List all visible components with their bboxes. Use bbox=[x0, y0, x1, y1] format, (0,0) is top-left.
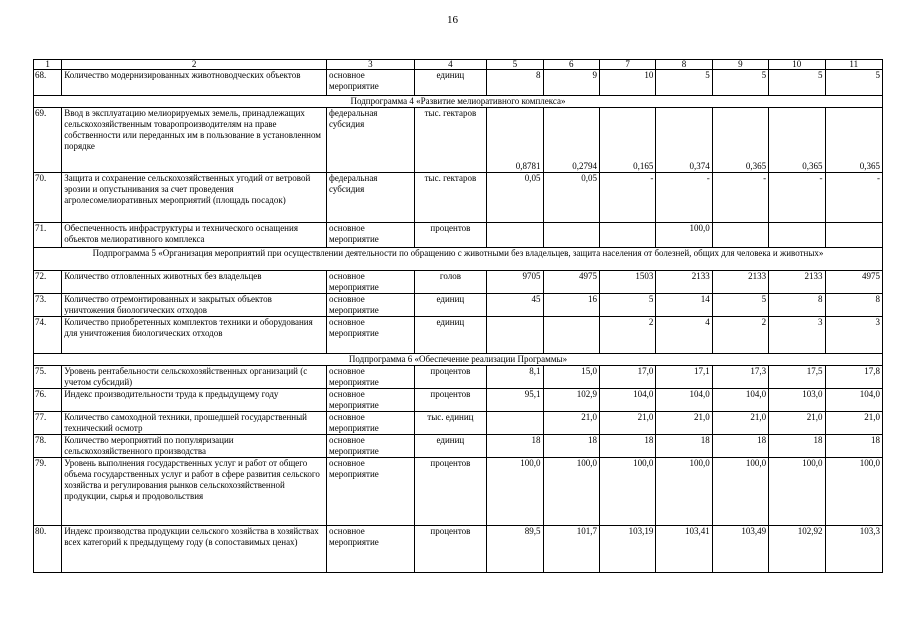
unit: единиц bbox=[414, 317, 487, 354]
value-cell: 4975 bbox=[543, 271, 599, 294]
table-body bbox=[34, 60, 883, 573]
value-cell: 0,05 bbox=[487, 173, 543, 223]
value-cell: 18 bbox=[599, 435, 655, 458]
unit: единиц bbox=[414, 294, 487, 317]
table-row bbox=[34, 271, 883, 294]
unit: процентов bbox=[414, 526, 487, 573]
funding-source: основное мероприятие bbox=[327, 294, 415, 317]
row-number: 75. bbox=[34, 366, 62, 389]
value-cell: 104,0 bbox=[599, 389, 655, 412]
value-cell: 17,3 bbox=[712, 366, 768, 389]
value-cell: 5 bbox=[656, 70, 712, 96]
value-cell: 103,0 bbox=[769, 389, 825, 412]
value-cell: 5 bbox=[712, 70, 768, 96]
subprogram-title: Подпрограмма 6 «Обеспечение реализации Программы» bbox=[34, 354, 883, 366]
value-cell: 18 bbox=[712, 435, 768, 458]
indicator-name: Ввод в эксплуатацию мелиорируемых земель, принадлежащих сельскохозяйственным товаропроизводителям на праве собственности или переданных им в пользование в установленном порядке bbox=[62, 108, 327, 173]
funding-source: основное мероприятие bbox=[327, 317, 415, 354]
unit: процентов bbox=[414, 389, 487, 412]
value-cell: 5 bbox=[712, 294, 768, 317]
value-cell bbox=[712, 223, 768, 248]
value-cell: 0,365 bbox=[712, 108, 768, 173]
value-cell: 21,0 bbox=[543, 412, 599, 435]
indicator-name: Обеспеченность инфраструктуры и технического оснащения объектов мелиоративного комплекса bbox=[62, 223, 327, 248]
funding-source: основное мероприятие bbox=[327, 435, 415, 458]
table-row bbox=[34, 435, 883, 458]
value-cell: 21,0 bbox=[656, 412, 712, 435]
value-cell: 104,0 bbox=[825, 389, 883, 412]
row-number: 72. bbox=[34, 271, 62, 294]
value-cell: 16 bbox=[543, 294, 599, 317]
value-cell bbox=[487, 223, 543, 248]
unit: процентов bbox=[414, 366, 487, 389]
unit: тыс. гектаров bbox=[414, 108, 487, 173]
indicator-name: Индекс производительности труда к предыдущему году bbox=[62, 389, 327, 412]
subprogram-title: Подпрограмма 5 «Организация мероприятий при осуществлении деятельности по обращению с животными без владельцев, защита населения от болезней, общих для человека и животных» bbox=[34, 248, 883, 271]
subprogram-title: Подпрограмма 4 «Развитие мелиоративного комплекса» bbox=[34, 96, 883, 108]
indicator-name: Количество отремонтированных и закрытых объектов уничтожения биологических отходов bbox=[62, 294, 327, 317]
table-row bbox=[34, 223, 883, 248]
funding-source: основное мероприятие bbox=[327, 366, 415, 389]
value-cell: - bbox=[712, 173, 768, 223]
value-cell: 18 bbox=[825, 435, 883, 458]
value-cell: 100,0 bbox=[543, 458, 599, 526]
value-cell: 14 bbox=[656, 294, 712, 317]
subprogram-row bbox=[34, 354, 883, 366]
value-cell: 45 bbox=[487, 294, 543, 317]
value-cell: 0,165 bbox=[599, 108, 655, 173]
value-cell: 1503 bbox=[599, 271, 655, 294]
value-cell: 3 bbox=[769, 317, 825, 354]
value-cell: 100,0 bbox=[825, 458, 883, 526]
indicator-name: Количество приобретенных комплектов техники и оборудования для уничтожения биологических отходов bbox=[62, 317, 327, 354]
value-cell bbox=[599, 223, 655, 248]
header-cell: 11 bbox=[825, 60, 883, 70]
indicator-name: Количество мероприятий по популяризации сельскохозяйственного производства bbox=[62, 435, 327, 458]
unit: единиц bbox=[414, 70, 487, 96]
value-cell: 3 bbox=[825, 317, 883, 354]
table-row bbox=[34, 458, 883, 526]
header-cell: 2 bbox=[62, 60, 327, 70]
value-cell: 17,8 bbox=[825, 366, 883, 389]
value-cell bbox=[487, 317, 543, 354]
table-row bbox=[34, 173, 883, 223]
table-row bbox=[34, 389, 883, 412]
indicator-name: Количество отловленных животных без владельцев bbox=[62, 271, 327, 294]
value-cell: - bbox=[656, 173, 712, 223]
value-cell: 9 bbox=[543, 70, 599, 96]
value-cell: 103,19 bbox=[599, 526, 655, 573]
header-cell: 4 bbox=[414, 60, 487, 70]
indicator-name: Индекс производства продукции сельского хозяйства в хозяйствах всех категорий к предыдущему году (в сопоставимых ценах) bbox=[62, 526, 327, 573]
funding-source: основное мероприятие bbox=[327, 458, 415, 526]
value-cell: 21,0 bbox=[825, 412, 883, 435]
row-number: 79. bbox=[34, 458, 62, 526]
row-number: 73. bbox=[34, 294, 62, 317]
value-cell: 2133 bbox=[656, 271, 712, 294]
value-cell: 100,0 bbox=[487, 458, 543, 526]
funding-source: федеральная субсидия bbox=[327, 173, 415, 223]
value-cell: 2 bbox=[712, 317, 768, 354]
value-cell: 101,7 bbox=[543, 526, 599, 573]
row-number: 69. bbox=[34, 108, 62, 173]
header-cell: 10 bbox=[769, 60, 825, 70]
value-cell: 0,05 bbox=[543, 173, 599, 223]
funding-source: основное мероприятие bbox=[327, 271, 415, 294]
value-cell: 102,9 bbox=[543, 389, 599, 412]
value-cell: - bbox=[825, 173, 883, 223]
value-cell: 0,2794 bbox=[543, 108, 599, 173]
value-cell: 95,1 bbox=[487, 389, 543, 412]
indicator-name: Уровень выполнения государственных услуг и работ от общего объема государственных услуг и работ в сфере развития сельского хозяйства и регулирования рынков сельскохозяйственной продукции, сырья и продовольствия bbox=[62, 458, 327, 526]
value-cell: 18 bbox=[656, 435, 712, 458]
funding-source: основное мероприятие bbox=[327, 526, 415, 573]
row-number: 74. bbox=[34, 317, 62, 354]
header-cell: 7 bbox=[599, 60, 655, 70]
value-cell: 17,0 bbox=[599, 366, 655, 389]
unit: процентов bbox=[414, 223, 487, 248]
value-cell: 5 bbox=[599, 294, 655, 317]
value-cell: 4 bbox=[656, 317, 712, 354]
funding-source: основное мероприятие bbox=[327, 412, 415, 435]
value-cell: 5 bbox=[825, 70, 883, 96]
value-cell: 103,41 bbox=[656, 526, 712, 573]
unit: голов bbox=[414, 271, 487, 294]
table-row bbox=[34, 526, 883, 573]
value-cell: 18 bbox=[487, 435, 543, 458]
funding-source: федеральная субсидия bbox=[327, 108, 415, 173]
header-cell: 8 bbox=[656, 60, 712, 70]
indicators-table bbox=[33, 59, 883, 573]
value-cell: 9705 bbox=[487, 271, 543, 294]
header-cell: 5 bbox=[487, 60, 543, 70]
indicator-name: Количество самоходной техники, прошедшей государственный технический осмотр bbox=[62, 412, 327, 435]
header-cell: 1 bbox=[34, 60, 62, 70]
value-cell: 100,0 bbox=[599, 458, 655, 526]
unit: единиц bbox=[414, 435, 487, 458]
value-cell bbox=[825, 223, 883, 248]
value-cell: 8 bbox=[487, 70, 543, 96]
value-cell: 18 bbox=[769, 435, 825, 458]
row-number: 78. bbox=[34, 435, 62, 458]
value-cell: - bbox=[769, 173, 825, 223]
indicator-name: Уровень рентабельности сельскохозяйственных организаций (с учетом субсидий) bbox=[62, 366, 327, 389]
value-cell: 17,1 bbox=[656, 366, 712, 389]
indicator-name: Защита и сохранение сельскохозяйственных угодий от ветровой эрозии и опустынивания за счет проведения агролесомелиоративных мероприятий (площадь посадок) bbox=[62, 173, 327, 223]
row-number: 68. bbox=[34, 70, 62, 96]
value-cell: 21,0 bbox=[712, 412, 768, 435]
row-number: 76. bbox=[34, 389, 62, 412]
value-cell: 2133 bbox=[712, 271, 768, 294]
table-row bbox=[34, 366, 883, 389]
unit: процентов bbox=[414, 458, 487, 526]
header-cell: 6 bbox=[543, 60, 599, 70]
value-cell: 2133 bbox=[769, 271, 825, 294]
value-cell: 0,374 bbox=[656, 108, 712, 173]
value-cell bbox=[543, 317, 599, 354]
value-cell: 15,0 bbox=[543, 366, 599, 389]
value-cell bbox=[769, 223, 825, 248]
value-cell: 103,3 bbox=[825, 526, 883, 573]
value-cell: 0,8781 bbox=[487, 108, 543, 173]
table-row bbox=[34, 70, 883, 96]
table-row bbox=[34, 108, 883, 173]
value-cell: 17,5 bbox=[769, 366, 825, 389]
value-cell: 18 bbox=[543, 435, 599, 458]
indicator-name: Количество модернизированных животноводческих объектов bbox=[62, 70, 327, 96]
row-number: 71. bbox=[34, 223, 62, 248]
funding-source: основное мероприятие bbox=[327, 70, 415, 96]
value-cell: 5 bbox=[769, 70, 825, 96]
value-cell: 100,0 bbox=[769, 458, 825, 526]
value-cell: 100,0 bbox=[656, 458, 712, 526]
unit: тыс. гектаров bbox=[414, 173, 487, 223]
header-cell: 9 bbox=[712, 60, 768, 70]
value-cell: 21,0 bbox=[599, 412, 655, 435]
unit: тыс. единиц bbox=[414, 412, 487, 435]
value-cell bbox=[487, 412, 543, 435]
row-number: 70. bbox=[34, 173, 62, 223]
table-row bbox=[34, 412, 883, 435]
header-cell: 3 bbox=[327, 60, 415, 70]
table-row bbox=[34, 294, 883, 317]
value-cell: 104,0 bbox=[712, 389, 768, 412]
funding-source: основное мероприятие bbox=[327, 223, 415, 248]
value-cell: 0,365 bbox=[769, 108, 825, 173]
value-cell: - bbox=[599, 173, 655, 223]
value-cell: 0,365 bbox=[825, 108, 883, 173]
value-cell: 100,0 bbox=[656, 223, 712, 248]
row-number: 80. bbox=[34, 526, 62, 573]
value-cell: 104,0 bbox=[656, 389, 712, 412]
table-row bbox=[34, 317, 883, 354]
value-cell: 4975 bbox=[825, 271, 883, 294]
value-cell: 8 bbox=[769, 294, 825, 317]
header-row bbox=[34, 60, 883, 70]
value-cell: 21,0 bbox=[769, 412, 825, 435]
subprogram-row bbox=[34, 248, 883, 271]
subprogram-row bbox=[34, 96, 883, 108]
row-number: 77. bbox=[34, 412, 62, 435]
value-cell: 100,0 bbox=[712, 458, 768, 526]
funding-source: основное мероприятие bbox=[327, 389, 415, 412]
value-cell: 2 bbox=[599, 317, 655, 354]
value-cell bbox=[543, 223, 599, 248]
value-cell: 8,1 bbox=[487, 366, 543, 389]
value-cell: 10 bbox=[599, 70, 655, 96]
value-cell: 8 bbox=[825, 294, 883, 317]
page-number: 16 bbox=[447, 14, 458, 26]
value-cell: 103,49 bbox=[712, 526, 768, 573]
value-cell: 102,92 bbox=[769, 526, 825, 573]
value-cell: 89,5 bbox=[487, 526, 543, 573]
